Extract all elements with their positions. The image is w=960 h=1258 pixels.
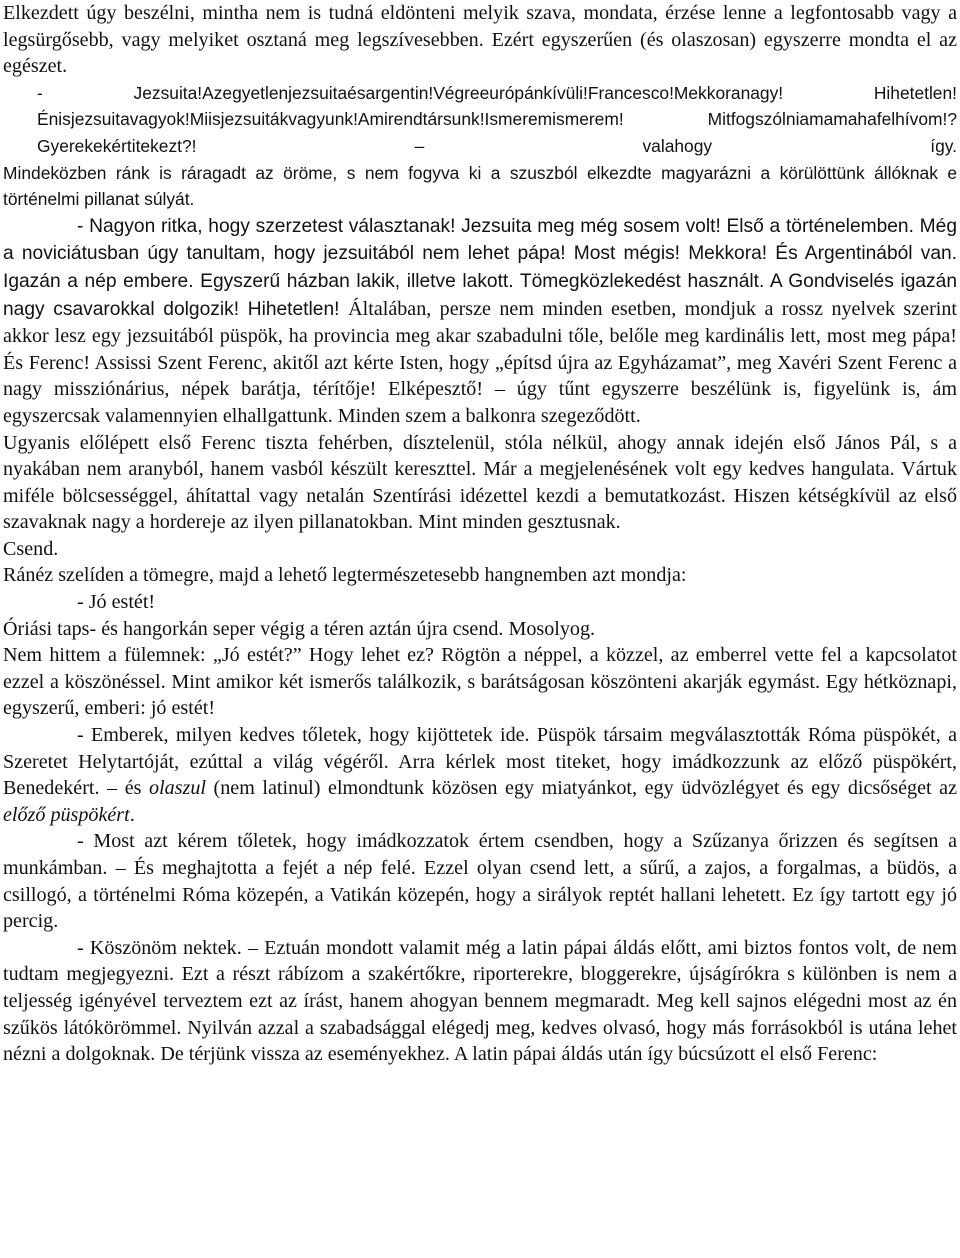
text-segment: Elkezdett úgy beszélni, mintha nem is tudná eldönteni melyik szava, mondata, érzése lenne a legfontosabb vagy a legsürgősebb, vagy melyiket osztaná meg legszívesebben. Ezért egyszerűen (és olaszosan) egyszerre mondta el az egészet. <box>3 2 957 78</box>
paragraph-looks-at-crowd <box>3 562 957 589</box>
paragraph-intro <box>3 0 957 80</box>
text-segment: - Köszönöm nektek. – Eztuán mondott valamit még a latin pápai áldás előtt, ami biztos fontos volt, de nem tudtam megjegyezni. Ezt a részt rábízom a szakértőkre, riporterekre, bloggerekre, újságírókra s különben is nem a teljesség igényével terveztem ezt az írást, hanem ahogyan bennem megmaradt. Meg kell sajnos elégedni most az én szűkös látókörömmel. Nyilván azzal a szabadsággal elégedj meg, kedves olvasó, hogy más forrásokból is utána lehet nézni a dolgoknak. De térjünk vissza az eseményekhez. A latin pápai áldás után így búcsúzott el első Ferenc: <box>3 936 957 1066</box>
paragraph-stepped-forward <box>3 430 957 536</box>
paragraph-explanation <box>3 160 957 213</box>
paragraph-people <box>3 722 957 828</box>
text-segment: (nem latinul) elmondtunk közösen egy miatyánkot, egy üdvözlégyet és egy dicsőséget az <box>205 777 957 800</box>
paragraph-thank-you <box>3 935 957 1068</box>
text-segment: - Emberek, milyen kedves tőletek, hogy kijöttetek ide. Püspök társaim megválasztották Róma püspökét, a Szeretet Helytartóját, ezúttal a világ végéről. Arra kérlek most titeket, hogy imádkozzunk az előző püspökért, Benedekért. – és <box>3 724 957 800</box>
text-segment: - Jó estét! <box>77 591 156 614</box>
paragraph-good-evening <box>3 589 957 616</box>
text-segment: Általában, persze nem minden esetben, mondjuk a rossz nyelvek szerint akkor lesz egy jezsuitából püspök, ha provincia meg akar szabadulni tőle, belőle meg kardinális lett, most meg pápa! És Ferenc! Assissi Szent Ferenc, akitől azt kérte Isten, hogy „építsd újra az Egyházamat”, meg Xavéri Szent Ferenc a nagy missziónárius, népek barátja, térítője! Elképesztő! – úgy tűnt egyszerre beszélünk is, figyelünk is, ám egyszercsak valamennyien elhallgattunk. Minden szem a balkonra szegeződött. <box>3 297 957 427</box>
text-segment: Mindeközben ránk is ráragadt az öröme, s nem fogyva ki a szuszból elkezdte magyarázni a körülöttünk állóknak e történelmi pillanat súlyát. <box>3 162 957 210</box>
paragraph-pray-for-me <box>3 828 957 934</box>
text-segment: Ugyanis előlépett első Ferenc tiszta fehérben, dísztelenül, stóla nélkül, ahogy annak idején első János Pál, s a nyakában nem aranyból, hanem vasból készült kereszttel. Már a megjelenésének volt egy kedves hangulata. Vártuk miféle bölcsességgel, áhítattal vagy netalán Szentírási idézettel kezdi a bemutatkozást. Hiszen kétségkívül az első szavaknak nagy a hordereje az ilyen pillanatokban. Mint minden gesztusnak. <box>3 431 957 534</box>
text-segment: - Jezsuita!Azegyetlenjezsuitaésargentin!Végreeurópánkívüli!Francesco!Mekkoranagy! Hihetetlen!Énisjezsuitavagyok!Miisjezsuitákvagyunk!Amirendtársunk!Ismeremismerem! Mitfogszólniamamahafelhívom!?Gyerekekértitekezt?! – valahogy így. <box>37 82 957 156</box>
text-segment: Nem hittem a fülemnek: „Jó estét?” Hogy lehet ez? Rögtön a néppel, a közzel, az emberrel vette fel a kapcsolatot ezzel a köszönéssel. Mint amikor két ismerős találkozik, s barátságosan köszönteni akarják egymást. Egy hétköznapi, egyszerű, emberi: jó estét! <box>3 644 957 720</box>
paragraph-disbelief <box>3 642 957 722</box>
text-segment: - Most azt kérem tőletek, hogy imádkozzatok értem csendben, hogy a Szűzanya őrizzen és segítsen a munkámban. – És meghajtotta a fejét a nép felé. Ezzel olyan csend lett, a sűrű, a zajos, a forgalmas, a büdös, a csillogó, a történelmi Róma közepén, a Vatikán közepén, hogy a sirályok reptét hallani lehetett. Ez így tartott egy jó percig. <box>3 830 957 933</box>
text-segment: - Nagyon ritka, hogy szerzetest választanak! Jezsuita meg még sosem volt! Első a történelemben. Még a noviciátusban úgy tanultam, hogy jezsuitából nem lehet pápa! Most mégis! Mekkora! És Argentinából van. Igazán a nép embere. Egyszerű házban lakik, illetve lakott. Tömegközlekedést használt. A Gondviselés igazán nagy csavarokkal dolgozik! Hihetetlen! <box>3 215 957 320</box>
paragraph-rare-election <box>3 213 957 430</box>
paragraph-applause <box>3 616 957 643</box>
text-segment-italic: előző püspökért <box>3 803 130 826</box>
text-segment: . <box>129 803 135 826</box>
text-segment-italic: olaszul <box>149 777 206 800</box>
text-segment: Ránéz szelíden a tömegre, majd a lehető legtermészetesebb hangnemben azt mondja: <box>3 564 687 587</box>
paragraph-silence <box>3 536 957 563</box>
paragraph-exclamations <box>3 80 957 160</box>
text-segment: Csend. <box>3 537 59 560</box>
text-segment: Óriási taps- és hangorkán seper végig a téren aztán újra csend. Mosolyog. <box>3 617 596 640</box>
